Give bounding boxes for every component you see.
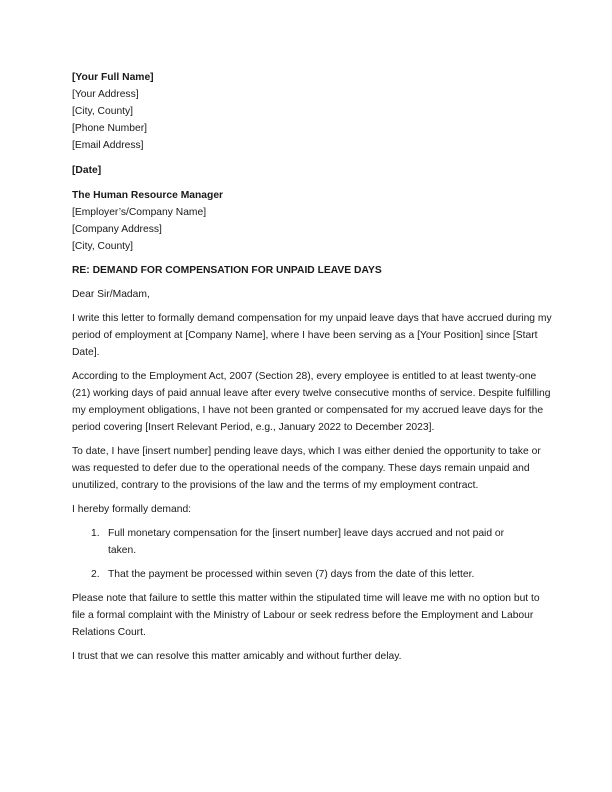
list-item-number: 2. [91,569,100,580]
sender-name: [Your Full Name] [72,72,154,83]
sender-email: [Email Address] [72,140,144,151]
letter-date: [Date] [72,165,102,176]
subject-block [72,262,552,279]
salutation-block [72,286,552,303]
body-paragraph-closing: I trust that we can resolve this matter amicably and without further delay. [72,651,402,662]
body-paragraph-warning: Please note that failure to settle this matter within the stipulated time will leave me with no option but to file a formal complaint with the Ministry of Labour or seek redress before the Employment and Labour Relations Court. [72,593,540,638]
list-item-number: 1. [91,528,100,539]
sender-address: [Your Address] [72,89,139,100]
date-block [72,162,552,179]
body-paragraph-pending-days: To date, I have [insert number] pending leave days, which I was either denied the opportunity to take or was requested to defer due to the operational needs of the company. These days remain unpaid and unutilized, contrary to the provisions of the law and the terms of my employment contract. [72,446,541,491]
subject-line: RE: DEMAND FOR COMPENSATION FOR UNPAID LEAVE DAYS [72,265,382,276]
recipient-block [72,187,552,255]
body-paragraph-demand-intro: I hereby formally demand: [72,504,192,515]
list-item [72,525,552,559]
sender-block [72,69,552,154]
sender-city-county: [City, County] [72,106,134,117]
recipient-company-name: [Employer’s/Company Name] [72,207,207,218]
body-paragraph-intro: I write this letter to formally demand compensation for my unpaid leave days that have accrued during my period of employment at [Company Name], where I have been serving as a [Your Position] since [Start Date]. [72,313,552,358]
list-item [72,566,552,583]
recipient-title: The Human Resource Manager [72,190,224,201]
list-item-text: That the payment be processed within seven (7) days from the date of this letter. [108,569,475,580]
demands-list [72,525,552,583]
salutation: Dear Sir/Madam, [72,289,150,300]
recipient-city-county: [City, County] [72,241,134,252]
list-item-text: Full monetary compensation for the [insert number] leave days accrued and not paid or taken. [108,528,505,556]
sender-phone: [Phone Number] [72,123,147,134]
recipient-company-address: [Company Address] [72,224,162,235]
body-paragraph-legal-basis: According to the Employment Act, 2007 (Section 28), every employee is entitled to at least twenty-one (21) working days of paid annual leave after every twelve consecutive months of service. Despite fulfilling my employment obligations, I have not been granted or compensated for my accrued leave days for the period covering [Insert Relevant Period, e.g., January 2022 to December 2023]. [72,371,551,433]
